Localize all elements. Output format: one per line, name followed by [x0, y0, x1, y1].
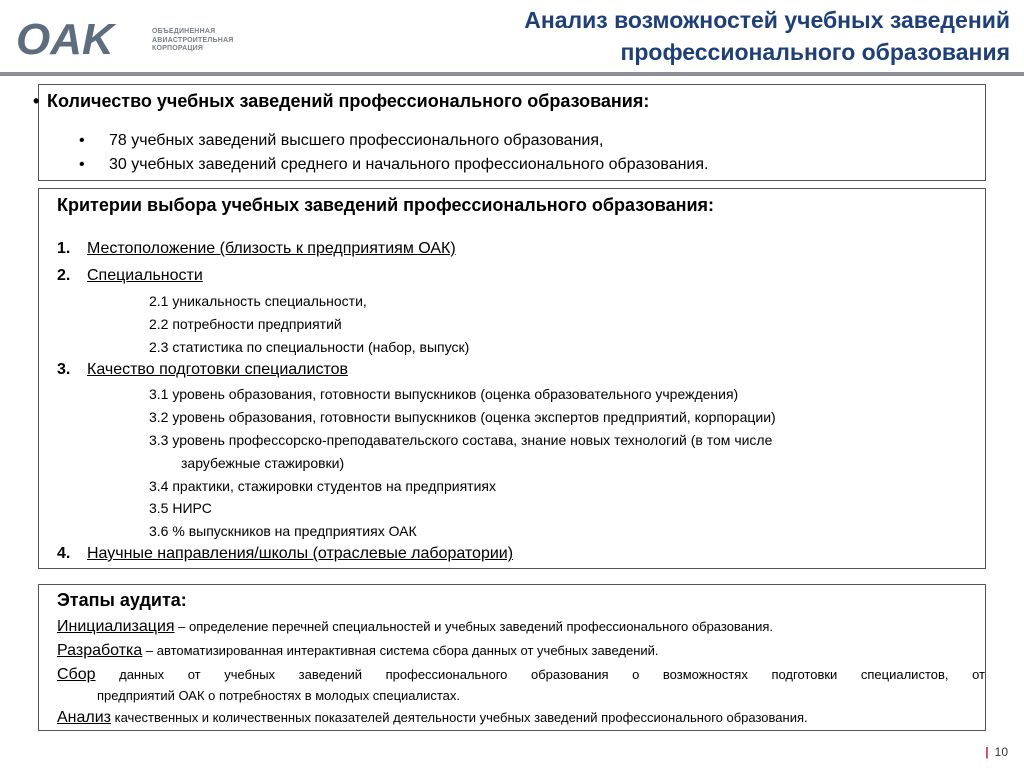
audit-stages-box [38, 584, 986, 731]
page-number-separator: | [985, 745, 989, 759]
sub-criterion: 2.2 потребности предприятий [149, 316, 342, 332]
sub-criterion: 2.3 статистика по специальности (набор, выпуск) [149, 339, 470, 355]
criterion-2 [57, 267, 203, 285]
list-item [79, 156, 708, 174]
page-number-value: 10 [994, 745, 1008, 759]
stage-description: качественных и количественных показателей деятельности учебных заведений профессионального образования. [111, 710, 808, 725]
sub-criterion: 3.1 уровень образования, готовности выпускников (оценка образовательного учреждения) [149, 386, 739, 402]
slide-title-line-1: Анализ возможностей учебных заведений [524, 7, 1010, 33]
criterion-4 [57, 545, 513, 563]
oak-logo-caption [152, 28, 233, 54]
selection-criteria-box [38, 188, 986, 569]
logo-line-3: КОРПОРАЦИЯ [152, 45, 204, 52]
criterion-number: 4. [57, 545, 71, 562]
header-divider [0, 72, 1024, 76]
institution-count-heading-text: Количество учебных заведений профессионального образования: [47, 91, 650, 111]
stage-description: данных от учебных заведений профессионального образования о возможностях подготовки специалистов, от [95, 667, 985, 682]
criterion-label: Местоположение (близость к предприятиям ОАК) [87, 240, 456, 257]
stage-key: Разработка [57, 642, 143, 659]
oak-logo [16, 18, 234, 60]
audit-stage-collection [57, 666, 985, 684]
criterion-number: 1. [57, 240, 71, 257]
criterion-label: Научные направления/школы (отраслевые лаборатории) [87, 545, 514, 562]
criterion-label: Качество подготовки специалистов [87, 361, 348, 378]
logo-line-2: АВИАСТРОИТЕЛЬНАЯ [152, 36, 234, 44]
criterion-number: 2. [57, 267, 71, 284]
stage-description: – определение перечней специальностей и учебных заведений профессионального образования. [174, 619, 774, 634]
sub-criterion: 3.6 % выпускников на предприятиях ОАК [149, 523, 417, 539]
audit-stages-heading: Этапы аудита: [57, 590, 187, 610]
list-item-text: 30 учебных заведений среднего и начального профессионального образования. [109, 156, 709, 173]
selection-criteria-heading: Критерии выбора учебных заведений профессионального образования: [57, 195, 715, 215]
stage-key: Инициализация [57, 618, 175, 635]
criterion-number: 3. [57, 361, 71, 378]
logo-line-1: ОБЪЕДИНЕННАЯ [152, 28, 216, 35]
sub-criterion: 2.1 уникальность специальности, [149, 293, 367, 309]
criterion-label: Специальности [87, 267, 203, 284]
sub-criterion: 3.2 уровень образования, готовности выпускников (оценка экспертов предприятий, корпорации) [149, 409, 776, 425]
bullet-icon: • [79, 156, 85, 173]
stage-description: – автоматизированная интерактивная система сбора данных от учебных заведений. [142, 643, 659, 658]
sub-criterion-continued: зарубежные стажировки) [181, 455, 345, 471]
bullet-icon: • [33, 91, 40, 111]
page-number [985, 745, 1008, 759]
audit-stage-development [57, 642, 985, 660]
audit-stage-analysis [57, 709, 985, 727]
oak-logo-mark [16, 18, 146, 60]
stage-key: Анализ [57, 709, 112, 726]
audit-stage-collection-continued: предприятий ОАК о потребностях в молодых специалистах. [97, 688, 461, 703]
sub-criterion: 3.4 практики, стажировки студентов на предприятиях [149, 478, 496, 494]
oak-logo-letters: OAK [16, 18, 114, 60]
bullet-icon: • [79, 132, 85, 149]
stage-key: Сбор [57, 666, 96, 683]
list-item [79, 132, 603, 150]
list-item-text: 78 учебных заведений высшего профессионального образования, [109, 132, 604, 149]
criterion-3 [57, 361, 348, 379]
sub-criterion: 3.3 уровень профессорско-преподавательского состава, знание новых технологий (в том числе [149, 432, 773, 448]
slide-title [524, 4, 1010, 68]
sub-criterion: 3.5 НИРС [149, 500, 212, 516]
criterion-1 [57, 240, 456, 258]
slide-title-line-2: профессионального образования [620, 39, 1010, 65]
audit-stage-initialization [57, 618, 985, 636]
institution-count-box [33, 84, 986, 181]
institution-count-heading [33, 91, 649, 112]
